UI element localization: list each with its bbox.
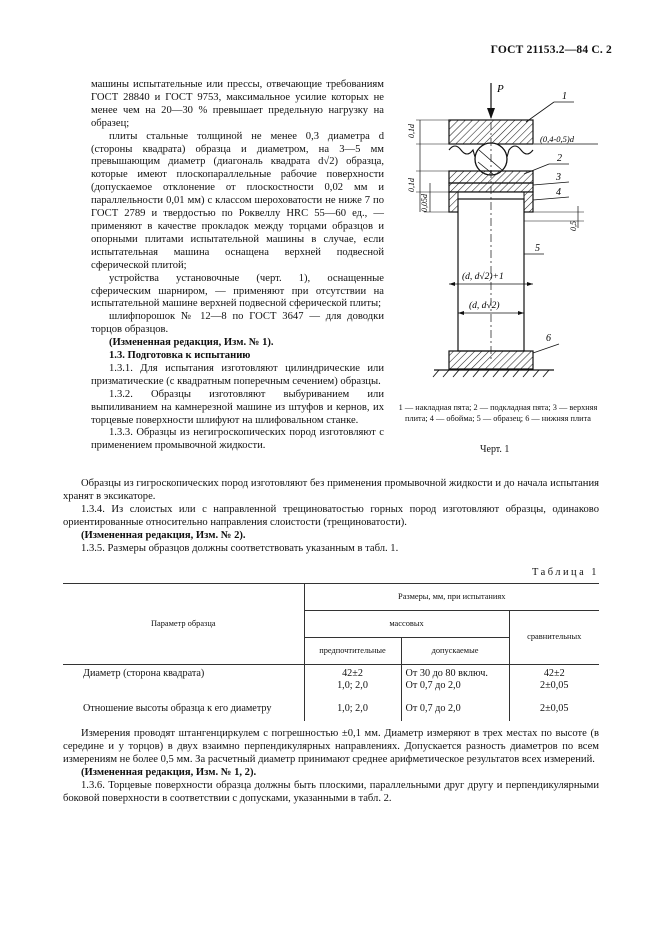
amendment-note: (Измененная редакция, Изм. № 1). [109,337,274,349]
full-width-text-1 [63,478,599,555]
paragraph: Измерения проводят штангенциркулем с погрешностью ±0,1 мм. Диаметр измеряют в трех местах по высоте (в середине и у торцов) в двух взаимно перпендикулярных направлениях. Допускается разность диаметров по всем измерениям не более 0,5 мм. За расчетный диаметр принимают среднее арифметическое результатов всех измерений. [63,728,599,765]
paragraph: шлифпорошок № 12—8 по ГОСТ 3647 — для доводки торцов образцов. [91,311,384,336]
table-cell: 1,0; 2,0 [304,701,401,721]
paragraph: 1.3.1. Для испытания изготовляют цилиндрические или призматические (с квадратным поперечным сечением) образцы. [91,362,384,387]
table-cell: 42±2 2±0,05 [509,665,599,701]
header-mass: массовых [304,611,509,638]
table-row-param: Отношение высоты образца к его диаметру [63,701,304,721]
table-cell: От 0,7 до 2,0 [401,701,509,721]
table-cell: 2±0,05 [509,701,599,721]
label-5: 5 [535,243,540,254]
paragraph: 1.3.4. Из слоистых или с направленной трещиноватостью горных пород изготовляют образцы, одинаково ориентированные относительно направления слоистости (трещиноватости). [63,503,599,528]
label-3: 3 [556,172,561,183]
header-allow: допускаемые [401,638,509,665]
label-2: 2 [557,153,562,164]
force-label: P [497,83,504,95]
left-column-text [91,79,384,453]
header-param: Параметр образца [63,584,304,665]
label-6: 6 [546,333,551,344]
dim-top-thickness: 0,1d [407,124,416,138]
dim-holder-diameter: (d, d√2)+1 [462,272,504,282]
full-width-text-2 [63,728,599,805]
label-4: 4 [556,187,561,198]
paragraph: устройства установочные (черт. 1), оснащенные сферическим шарниром, — применяют при отсутствии на испытательной машине верхней подвесной сферической плиты; [91,272,384,310]
paragraph: плиты стальные толщиной не менее 0,3 диаметра d (стороны квадрата) образца и диаметром, на 3—5 мм превышающим диаметр (диагональ квадрата d√2) образца, которые имеют плоскопараллельные рабочие поверхности (допускаемое отклонение от плоскостности 0,02 мм и параллельности 0,01 мм) с классом шероховатости не ниже 7 по ГОСТ 2789 и твердостью по Роквеллу HRC 55—60 ед., — применяют в качестве прокладок между торцами образцов и опорными плитами испытательной машины в случае, если испытательная машина оснащена верхней подвесной сферической плитой; [91,130,384,271]
dim-holder-height: 0,05d [420,194,429,212]
table-1 [63,583,599,721]
dim-plate-thickness: 0,1d [407,178,416,192]
bottom-plate [449,351,533,369]
figure-legend: 1 — накладная пята; 2 — подкладная пята; 3 — верхняя плита; 4 — обойма; 5 — образец; 6 — нижняя плита [398,403,598,423]
table-title: Таблица 1 [532,567,599,578]
header-comp: сравнительных [509,611,599,665]
section-heading: 1.3. Подготовка к испытанию [109,350,251,362]
paragraph: машины испытательные или прессы, отвечающие требованиям ГОСТ 28840 и ГОСТ 9753, максимальное усилие которых не менее чем на 20—30 % превышает предельную нагрузку на образец; [91,79,384,129]
table-top-rule [63,583,599,584]
paragraph: 1.3.2. Образцы изготовляют выбуриванием или выпиливанием на камнерезной машине из штуфов и кернов, их торцевые поверхности шлифуют на шлифовальном станке. [91,388,384,426]
table-row-param: Диаметр (сторона квадрата) [63,665,304,701]
dim-heel-height: (0,4-0,5)d [540,134,574,144]
page-header: ГОСТ 21153.2—84 С. 2 [490,44,612,56]
dim-specimen-diameter: (d, d√2) [469,301,500,311]
figure-device-drawing [394,78,604,398]
dim-gap: 0,5 [569,221,578,231]
figure-caption: Черт. 1 [480,444,510,455]
header-sizes: Размеры, мм, при испытаниях [304,584,599,611]
header-pref: предпочтительные [304,638,401,665]
paragraph: 1.3.5. Размеры образцов должны соответствовать указанным в табл. 1. [81,542,399,554]
table-cell: 42±2 1,0; 2,0 [304,665,401,701]
paragraph: Образцы из гигроскопических пород изготовляют без применения промывочной жидкости и до начала испытания хранят в эксикаторе. [63,478,599,502]
amendment-note: (Измененная редакция, Изм. № 2). [81,529,246,541]
label-1: 1 [562,91,567,102]
paragraph: 1.3.3. Образцы из негигроскопических пород изготовляют с применением промывочной жидкости. [91,427,384,452]
table-cell: От 30 до 80 включ. От 0,7 до 2,0 [401,665,509,701]
paragraph: 1.3.6. Торцевые поверхности образца должны быть плоскими, параллельными друг другу и перпендикулярными боковой поверхности в соответствии с допусками, указанными в табл. 2. [63,779,599,804]
amendment-note: (Измененная редакция, Изм. № 1, 2). [81,766,257,778]
